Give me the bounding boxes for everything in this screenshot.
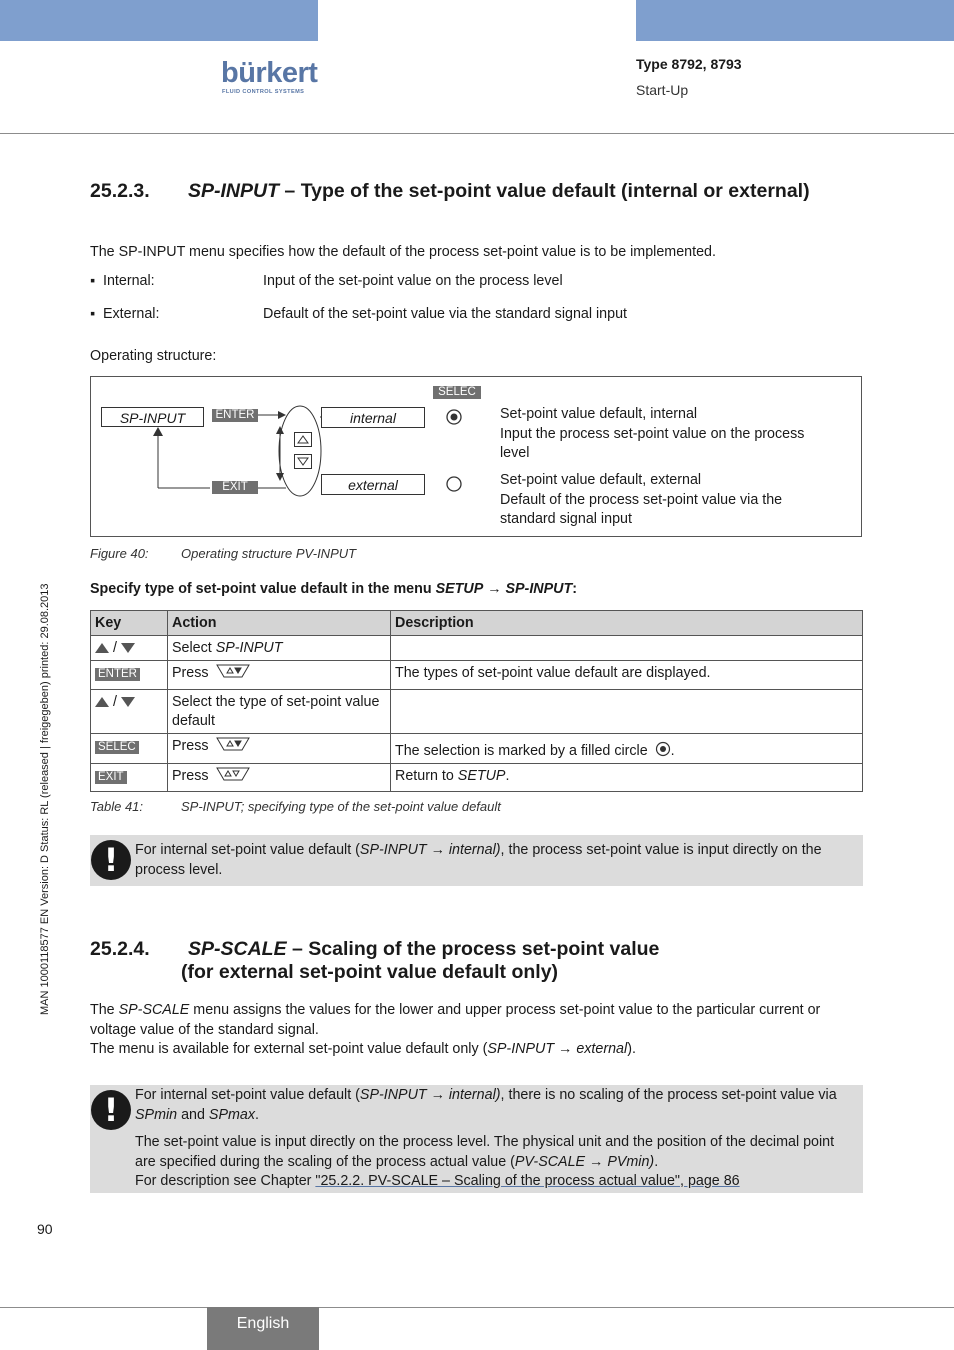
language-tab: English (207, 1307, 319, 1350)
diagram-exit-key: EXIT (212, 481, 258, 494)
table-row (91, 764, 863, 792)
action-cell: Select SP-INPUT (168, 636, 391, 661)
section-number: 25.2.3. (90, 180, 150, 202)
external-description: Set-point value default, external Default of the process set-point value via the standard signal input (500, 472, 783, 527)
bullet-key: External: (103, 306, 160, 322)
diagram-internal-box: internal (321, 407, 425, 428)
specify-instruction: Specify type of set-point value default in the menu SETUP → SP-INPUT: (90, 581, 577, 597)
down-arrow-icon (121, 643, 135, 653)
doc-section: Start-Up (636, 82, 689, 98)
section-title-rest: – Scaling of the process set-point value (286, 938, 660, 960)
chapter-link[interactable]: "25.2.2. PV-SCALE – Scaling of the process actual value", page 86 (315, 1173, 740, 1189)
note-scaling-text-2: The set-point value is input directly on the process level. The physical unit and the position of the decimal point are specified during the scaling of the process actual value (PV-SCALE → PVmin). For description see Chapter "25.2.2. PV-SCALE – Scaling of the process actual value", page 86 (135, 1134, 835, 1189)
table-row (91, 734, 863, 764)
exclamation-warning-icon: ! (91, 1090, 131, 1130)
bullet-desc: Input of the set-point value on the process level (263, 273, 563, 289)
table-caption (90, 799, 501, 814)
enter-key: ENTER (95, 668, 140, 681)
diagram-enter-key: ENTER (212, 409, 258, 422)
section-heading-25-2-3 (90, 180, 860, 230)
key-cell (91, 661, 168, 690)
exclamation-warning-icon: ! (91, 840, 131, 880)
burkert-logo (221, 58, 319, 98)
header-key: Key (91, 611, 168, 636)
logo-subtitle: FLUID CONTROL SYSTEMS (222, 89, 305, 95)
header-action: Action (168, 611, 391, 636)
action-cell: Press (168, 764, 391, 792)
side-doc-info: MAN 1000118577 EN Version: D Status: RL (released | freigegeben) printed: 29.08.2013 (39, 583, 51, 1015)
header-rule (0, 133, 954, 134)
table-label: Table 41: (90, 799, 144, 814)
exit-key: EXIT (95, 771, 127, 784)
section-title-italic: SP-SCALE (188, 938, 287, 960)
section-title (181, 180, 881, 203)
page-number: 90 (37, 1221, 53, 1237)
section-heading-25-2-4 (90, 938, 860, 988)
note-internal-text: For internal set-point value default (SP-INPUT → internal), the process set-point value is input directly on the process level. (135, 842, 822, 878)
selec-key: SELEC (95, 741, 139, 754)
operating-structure-diagram (90, 376, 862, 537)
table-row (91, 661, 863, 690)
filled-circle-icon (655, 741, 671, 757)
table-caption-text: SP-INPUT; specifying type of the set-point value default (181, 799, 501, 814)
key-action-table (90, 610, 863, 792)
operating-structure-label: Operating structure: (90, 348, 217, 364)
description-cell (391, 690, 863, 734)
bullet-dot: ▪ (90, 273, 96, 289)
logo-wordmark: bürkert (221, 57, 318, 89)
section-title-rest: – Type of the set-point value default (internal or external) (279, 180, 810, 202)
action-cell: Select the type of set-point value default (168, 690, 391, 734)
section-title (181, 938, 881, 984)
section-title-italic: SP-INPUT (188, 180, 280, 202)
action-cell: Press (168, 734, 391, 764)
table-row (91, 690, 863, 734)
sp-scale-paragraph: The SP-SCALE menu assigns the values for the lower and upper process set-point value to the particular current or voltage value of the standard signal. The menu is available for external set-point value default only (SP-INPUT → external). (90, 1002, 821, 1057)
selec-key-press-icon (216, 737, 250, 751)
up-arrow-icon (95, 643, 109, 653)
internal-description: Set-point value default, internal Input the process set-point value on the process level (500, 406, 805, 461)
table-row (91, 636, 863, 661)
description-cell: Return to SETUP. (391, 764, 863, 792)
filled-circle-icon (444, 407, 464, 427)
doc-type: Type 8792, 8793 (636, 56, 742, 72)
figure-caption (90, 546, 357, 561)
bullet-key: Internal: (103, 273, 155, 289)
enter-key-press-icon (216, 664, 250, 678)
intro-paragraph: The SP-INPUT menu specifies how the default of the process set-point value is to be implemented. (90, 244, 716, 260)
bullet-desc: Default of the set-point value via the standard signal input (263, 306, 628, 322)
figure-text: Operating structure PV-INPUT (181, 546, 357, 561)
diagram-sp-input-box: SP-INPUT (101, 407, 204, 427)
header-bar-right (636, 0, 954, 41)
section-title-line2: (for external set-point value default only) (181, 961, 559, 983)
header-description: Description (391, 611, 863, 636)
key-cell: / (91, 690, 168, 734)
bullet-dot: ▪ (90, 306, 96, 322)
action-cell: Press (168, 661, 391, 690)
section-number: 25.2.4. (90, 938, 150, 960)
empty-circle-icon (444, 474, 464, 494)
description-cell: The types of set-point value default are displayed. (391, 661, 863, 690)
header-bar-left (0, 0, 318, 41)
note-scaling-text-1: For internal set-point value default (SP-INPUT → internal), there is no scaling of the process set-point value via SPmin and SPmax. (135, 1087, 837, 1123)
up-arrow-icon (95, 697, 109, 707)
figure-label: Figure 40: (90, 546, 149, 561)
key-cell (91, 764, 168, 792)
key-cell (91, 734, 168, 764)
description-cell: The selection is marked by a filled circle . (391, 734, 863, 764)
up-key-icon (294, 432, 312, 447)
table-header-row (91, 611, 863, 636)
key-cell: / (91, 636, 168, 661)
footer-rule (0, 1307, 954, 1308)
diagram-selec-key: SELEC (433, 386, 481, 399)
down-arrow-icon (121, 697, 135, 707)
down-key-icon (294, 454, 312, 469)
diagram-external-box: external (321, 474, 425, 495)
exit-key-press-icon (216, 767, 250, 781)
description-cell (391, 636, 863, 661)
